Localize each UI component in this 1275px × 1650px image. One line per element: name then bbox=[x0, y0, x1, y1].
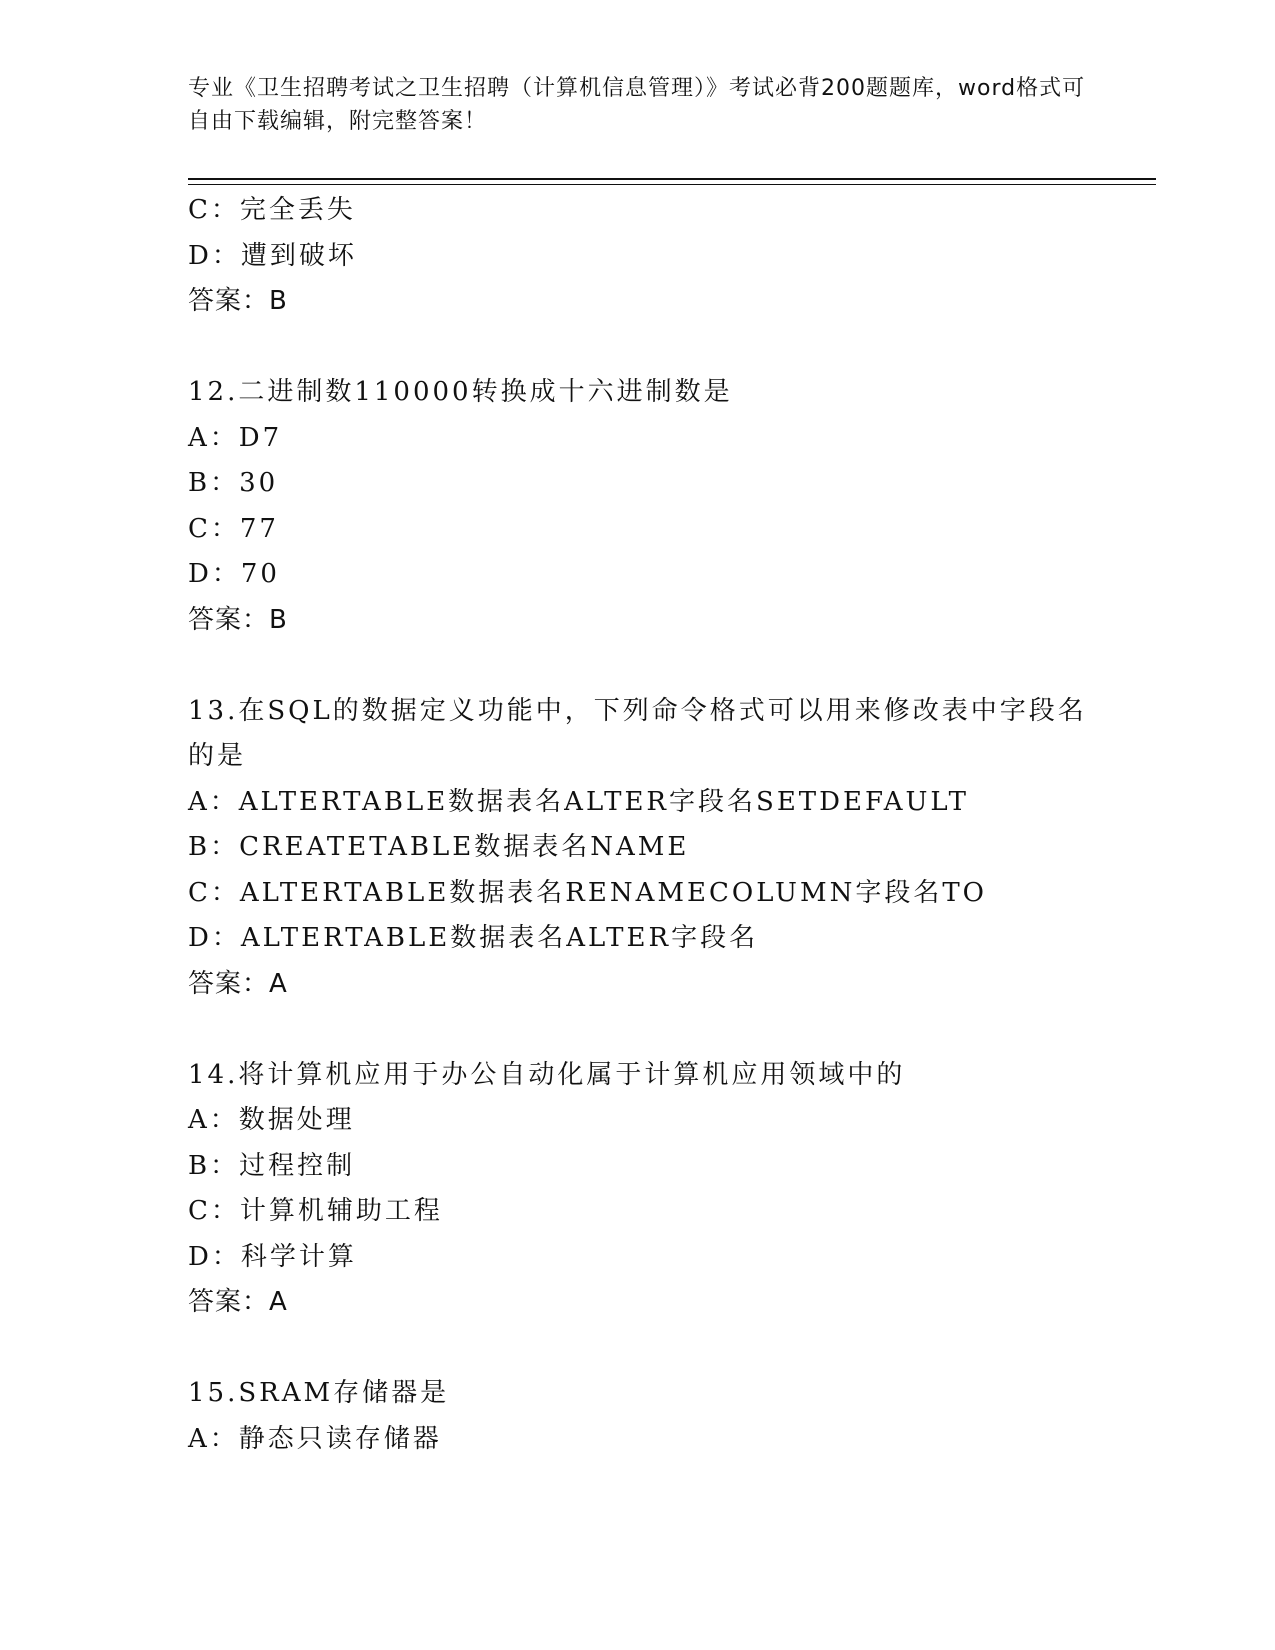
spacer bbox=[188, 1007, 1088, 1053]
question-content bbox=[188, 188, 1088, 1462]
question-13-answer: 答案：A bbox=[188, 968, 288, 999]
question-13-option-b: B：CREATETABLE数据表名NAME bbox=[188, 832, 690, 862]
question-14-option-a: A：数据处理 bbox=[188, 1105, 355, 1135]
prev-answer: 答案：B bbox=[188, 286, 288, 316]
question-14-option-b: B：过程控制 bbox=[188, 1150, 356, 1181]
spacer bbox=[188, 325, 1088, 371]
document-header: 专业《卫生招聘考试之卫生招聘（计算机信息管理）》考试必背200题题库，word格式可自由下载编辑，附完整答案！ bbox=[188, 76, 1086, 134]
question-13-option-d: D：ALTERTABLE数据表名ALTER字段名 bbox=[188, 923, 759, 953]
question-12-option-c: C：77 bbox=[188, 513, 279, 544]
question-13-option-a: A：ALTERTABLE数据表名ALTER字段名SETDEFAULT bbox=[188, 786, 969, 817]
question-12-answer: 答案：B bbox=[188, 604, 288, 635]
prev-option-d: D：遭到破坏 bbox=[188, 240, 357, 271]
question-12-title: 12.二进制数110000转换成十六进制数是 bbox=[188, 377, 733, 407]
question-13-title: 13.在SQL的数据定义功能中，下列命令格式可以用来修改表中字段名的是 bbox=[188, 695, 1087, 771]
question-14-answer: 答案：A bbox=[188, 1287, 288, 1317]
header-rule-thin bbox=[188, 184, 1156, 185]
question-14-option-c: C：计算机辅助工程 bbox=[188, 1196, 443, 1226]
question-14-title: 14.将计算机应用于办公自动化属于计算机应用领域中的 bbox=[188, 1059, 906, 1090]
question-12-option-a: A：D7 bbox=[188, 422, 283, 453]
spacer bbox=[188, 643, 1088, 689]
question-15-title: 15.SRAM存储器是 bbox=[188, 1378, 450, 1408]
question-12-option-d: D：70 bbox=[188, 559, 280, 589]
header-rule-thick bbox=[188, 178, 1156, 180]
question-15-option-a: A：静态只读存储器 bbox=[188, 1423, 442, 1454]
spacer bbox=[188, 1326, 1088, 1372]
question-12-option-b: B：30 bbox=[188, 468, 279, 498]
question-13-option-c: C：ALTERTABLE数据表名RENAMECOLUMN字段名TO bbox=[188, 877, 987, 908]
question-14-option-d: D：科学计算 bbox=[188, 1241, 357, 1272]
prev-option-c: C：完全丢失 bbox=[188, 195, 356, 225]
